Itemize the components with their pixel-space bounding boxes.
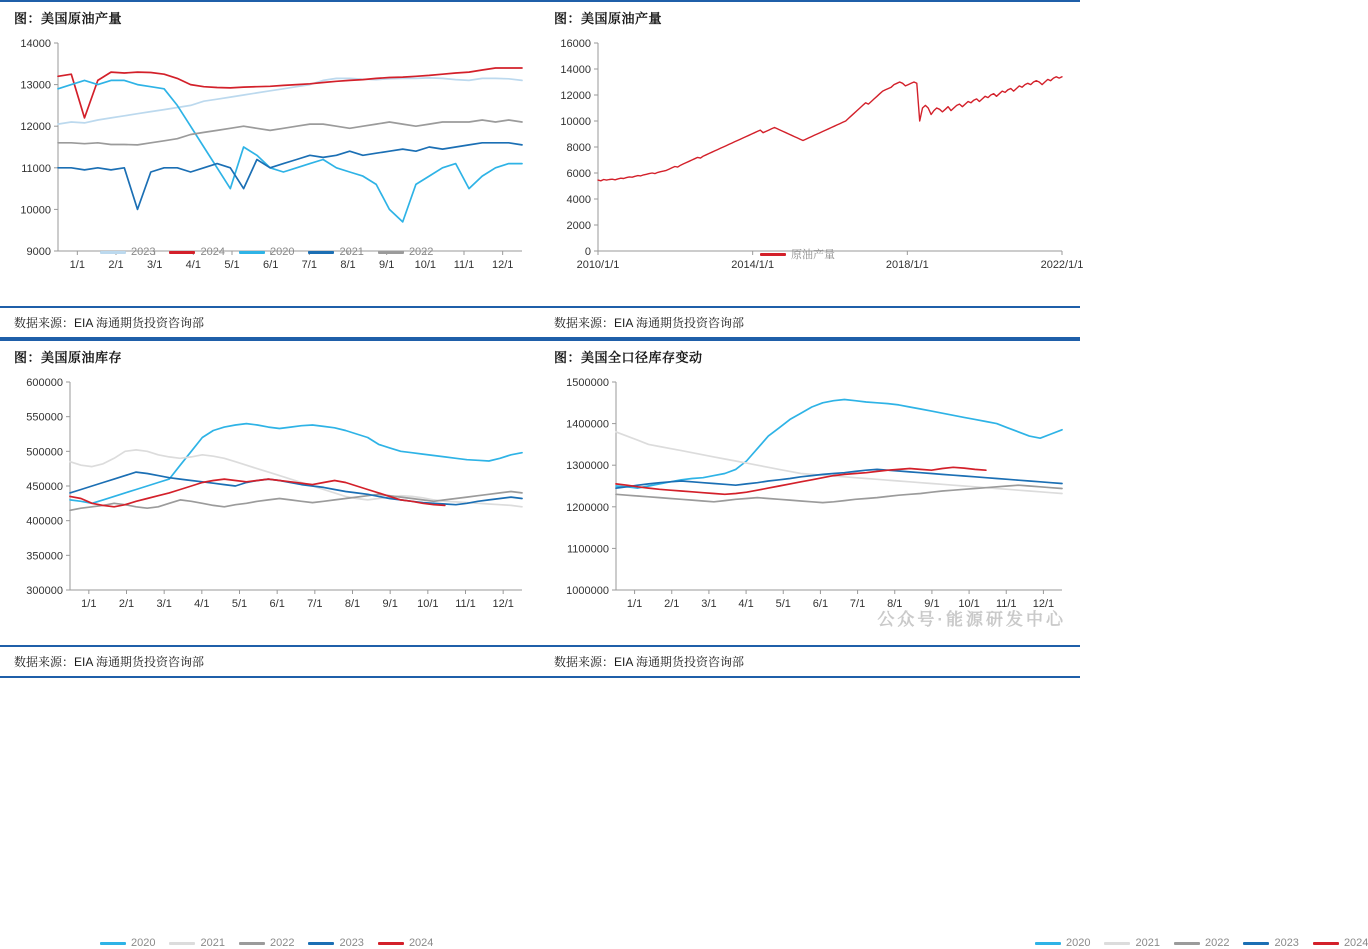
svg-text:4/1: 4/1 — [185, 259, 201, 271]
legend-item — [100, 937, 155, 949]
legend-swatch — [239, 942, 265, 945]
legend-item — [1174, 937, 1229, 949]
svg-text:2/1: 2/1 — [664, 598, 680, 610]
legend-label: 2020 — [131, 937, 156, 949]
legend-swatch — [1313, 942, 1339, 945]
svg-text:11/1: 11/1 — [453, 259, 475, 271]
legend-swatch — [308, 942, 334, 945]
svg-text:500000: 500000 — [26, 446, 63, 459]
chart-legend — [100, 937, 433, 949]
svg-text:2/1: 2/1 — [118, 598, 135, 610]
legend-item — [1104, 937, 1159, 949]
svg-text:10/1: 10/1 — [417, 598, 439, 610]
panel-source: 数据来源：EIA 海通期货投资咨询部 — [0, 306, 540, 337]
legend-label: 2022 — [269, 937, 295, 949]
svg-text:7/1: 7/1 — [849, 598, 866, 610]
legend-swatch — [378, 942, 404, 945]
svg-text:1/1: 1/1 — [69, 259, 85, 271]
svg-text:3/1: 3/1 — [147, 259, 163, 271]
legend-label: 2023 — [131, 246, 156, 258]
svg-text:9/1: 9/1 — [382, 598, 398, 610]
legend-swatch — [169, 251, 195, 254]
svg-text:3/1: 3/1 — [156, 598, 172, 610]
svg-text:9/1: 9/1 — [924, 598, 940, 610]
panel-us-crude-production-history — [540, 0, 1084, 339]
svg-text:5/1: 5/1 — [224, 259, 240, 271]
svg-text:12/1: 12/1 — [491, 259, 514, 271]
legend-item — [169, 937, 224, 949]
svg-text:7/1: 7/1 — [301, 259, 317, 271]
svg-text:600000: 600000 — [26, 377, 63, 389]
svg-text:1/1: 1/1 — [626, 598, 643, 610]
panel-source: 数据来源：EIA 海通期货投资咨询部 — [540, 306, 1080, 337]
svg-text:1400000: 1400000 — [566, 418, 609, 431]
svg-text:2/1: 2/1 — [108, 259, 124, 271]
legend-swatch — [100, 942, 126, 945]
panel-source: 数据来源：EIA 海通期货投资咨询部 — [0, 645, 540, 676]
chart-canvas — [0, 368, 540, 618]
svg-text:4/1: 4/1 — [738, 598, 754, 610]
svg-text:8/1: 8/1 — [340, 259, 356, 271]
chart-legend — [100, 246, 433, 258]
svg-text:12/1: 12/1 — [1032, 598, 1055, 610]
panel-us-crude-inventory — [0, 339, 540, 949]
legend-item — [239, 246, 294, 258]
legend-label: 2021 — [1135, 937, 1160, 949]
svg-text:7/1: 7/1 — [307, 598, 323, 610]
svg-text:9/1: 9/1 — [379, 259, 395, 271]
svg-text:11/1: 11/1 — [455, 598, 476, 610]
legend-swatch — [1174, 942, 1200, 945]
svg-text:2000: 2000 — [566, 220, 591, 232]
legend-swatch — [239, 251, 265, 254]
svg-text:300000: 300000 — [26, 585, 63, 597]
svg-text:10000: 10000 — [560, 116, 591, 128]
legend-label: 2021 — [339, 246, 364, 258]
legend-swatch — [1243, 942, 1269, 945]
svg-text:5/1: 5/1 — [775, 598, 791, 610]
svg-text:8000: 8000 — [566, 142, 591, 154]
chart-legend — [760, 246, 835, 262]
svg-text:2018/1/1: 2018/1/1 — [885, 259, 929, 271]
svg-text:3/1: 3/1 — [701, 598, 717, 610]
legend-label: 2024 — [408, 937, 434, 949]
legend-label: 2021 — [200, 937, 225, 949]
svg-text:4/1: 4/1 — [194, 598, 210, 610]
svg-text:1100000: 1100000 — [566, 543, 609, 556]
panel-us-total-inventory-change — [540, 339, 1368, 949]
panel-title: 图：美国原油库存 — [14, 350, 123, 365]
legend-label: 2020 — [269, 246, 295, 258]
svg-text:1500000: 1500000 — [566, 377, 609, 389]
svg-text:400000: 400000 — [26, 515, 63, 528]
legend-item — [308, 246, 363, 258]
svg-text:9000: 9000 — [26, 246, 51, 258]
svg-text:14000: 14000 — [20, 38, 51, 50]
svg-text:6000: 6000 — [566, 168, 591, 180]
svg-text:2014/1/1: 2014/1/1 — [731, 259, 775, 271]
legend-label: 2020 — [1066, 937, 1091, 949]
legend-item — [378, 937, 433, 949]
svg-text:0: 0 — [584, 246, 591, 258]
chart-canvas — [0, 29, 540, 279]
legend-label: 原油产量 — [791, 249, 835, 261]
panel-title: 图：美国原油产量 — [554, 11, 663, 26]
legend-label: 2023 — [339, 937, 364, 949]
svg-text:6/1: 6/1 — [263, 259, 279, 271]
svg-text:1300000: 1300000 — [566, 460, 609, 473]
svg-text:6/1: 6/1 — [269, 598, 285, 610]
legend-item — [100, 246, 155, 258]
panel-us-crude-production-seasonal — [0, 0, 540, 339]
chart-legend — [1035, 937, 1368, 949]
legend-item — [1243, 937, 1298, 949]
svg-text:5/1: 5/1 — [231, 598, 248, 610]
svg-text:6/1: 6/1 — [812, 598, 829, 610]
panel-source: 数据来源：EIA 海通期货投资咨询部 — [540, 645, 1080, 676]
legend-swatch — [760, 253, 786, 256]
svg-text:10/1: 10/1 — [958, 598, 980, 610]
legend-item — [308, 937, 363, 949]
legend-swatch — [308, 251, 334, 254]
legend-item — [239, 937, 294, 949]
svg-text:13000: 13000 — [20, 79, 51, 92]
svg-text:10/1: 10/1 — [414, 259, 437, 271]
legend-swatch — [1104, 942, 1130, 945]
svg-text:550000: 550000 — [26, 411, 63, 424]
panel-title: 图：美国原油产量 — [14, 11, 123, 26]
legend-item — [1313, 937, 1368, 949]
legend-label: 2022 — [408, 246, 434, 258]
legend-label: 2024 — [200, 246, 225, 258]
legend-swatch — [100, 251, 126, 254]
legend-label: 2024 — [1343, 937, 1368, 949]
legend-swatch — [169, 942, 195, 945]
legend-label: 2022 — [1204, 937, 1230, 949]
svg-text:11/1: 11/1 — [995, 598, 1017, 610]
legend-item — [378, 246, 433, 258]
svg-text:14000: 14000 — [560, 64, 591, 76]
svg-text:1200000: 1200000 — [566, 501, 609, 514]
svg-text:4000: 4000 — [566, 194, 591, 206]
svg-text:8/1: 8/1 — [344, 598, 361, 610]
svg-text:11000: 11000 — [21, 162, 51, 175]
svg-text:12000: 12000 — [20, 121, 51, 134]
legend-label: 2023 — [1274, 937, 1299, 949]
panel-title: 图：美国全口径库存变动 — [554, 350, 703, 365]
svg-text:12000: 12000 — [560, 90, 591, 102]
svg-text:8/1: 8/1 — [887, 598, 903, 610]
legend-item — [169, 246, 224, 258]
chart-canvas — [540, 29, 1084, 279]
svg-text:2010/1/1: 2010/1/1 — [576, 259, 620, 271]
svg-text:2022/1/1: 2022/1/1 — [1040, 259, 1084, 271]
svg-text:1000000: 1000000 — [566, 585, 609, 597]
legend-swatch — [378, 251, 404, 254]
svg-text:12/1: 12/1 — [492, 598, 514, 610]
legend-item — [1035, 937, 1090, 949]
svg-text:10000: 10000 — [20, 204, 51, 217]
legend-swatch — [1035, 942, 1061, 945]
chart-canvas — [540, 368, 1080, 618]
svg-text:450000: 450000 — [26, 481, 63, 493]
svg-text:16000: 16000 — [560, 38, 591, 50]
watermark: 公众号·能源研发中心 — [877, 610, 1066, 629]
svg-text:350000: 350000 — [26, 550, 63, 563]
legend-item — [760, 246, 835, 262]
svg-text:1/1: 1/1 — [81, 598, 97, 610]
